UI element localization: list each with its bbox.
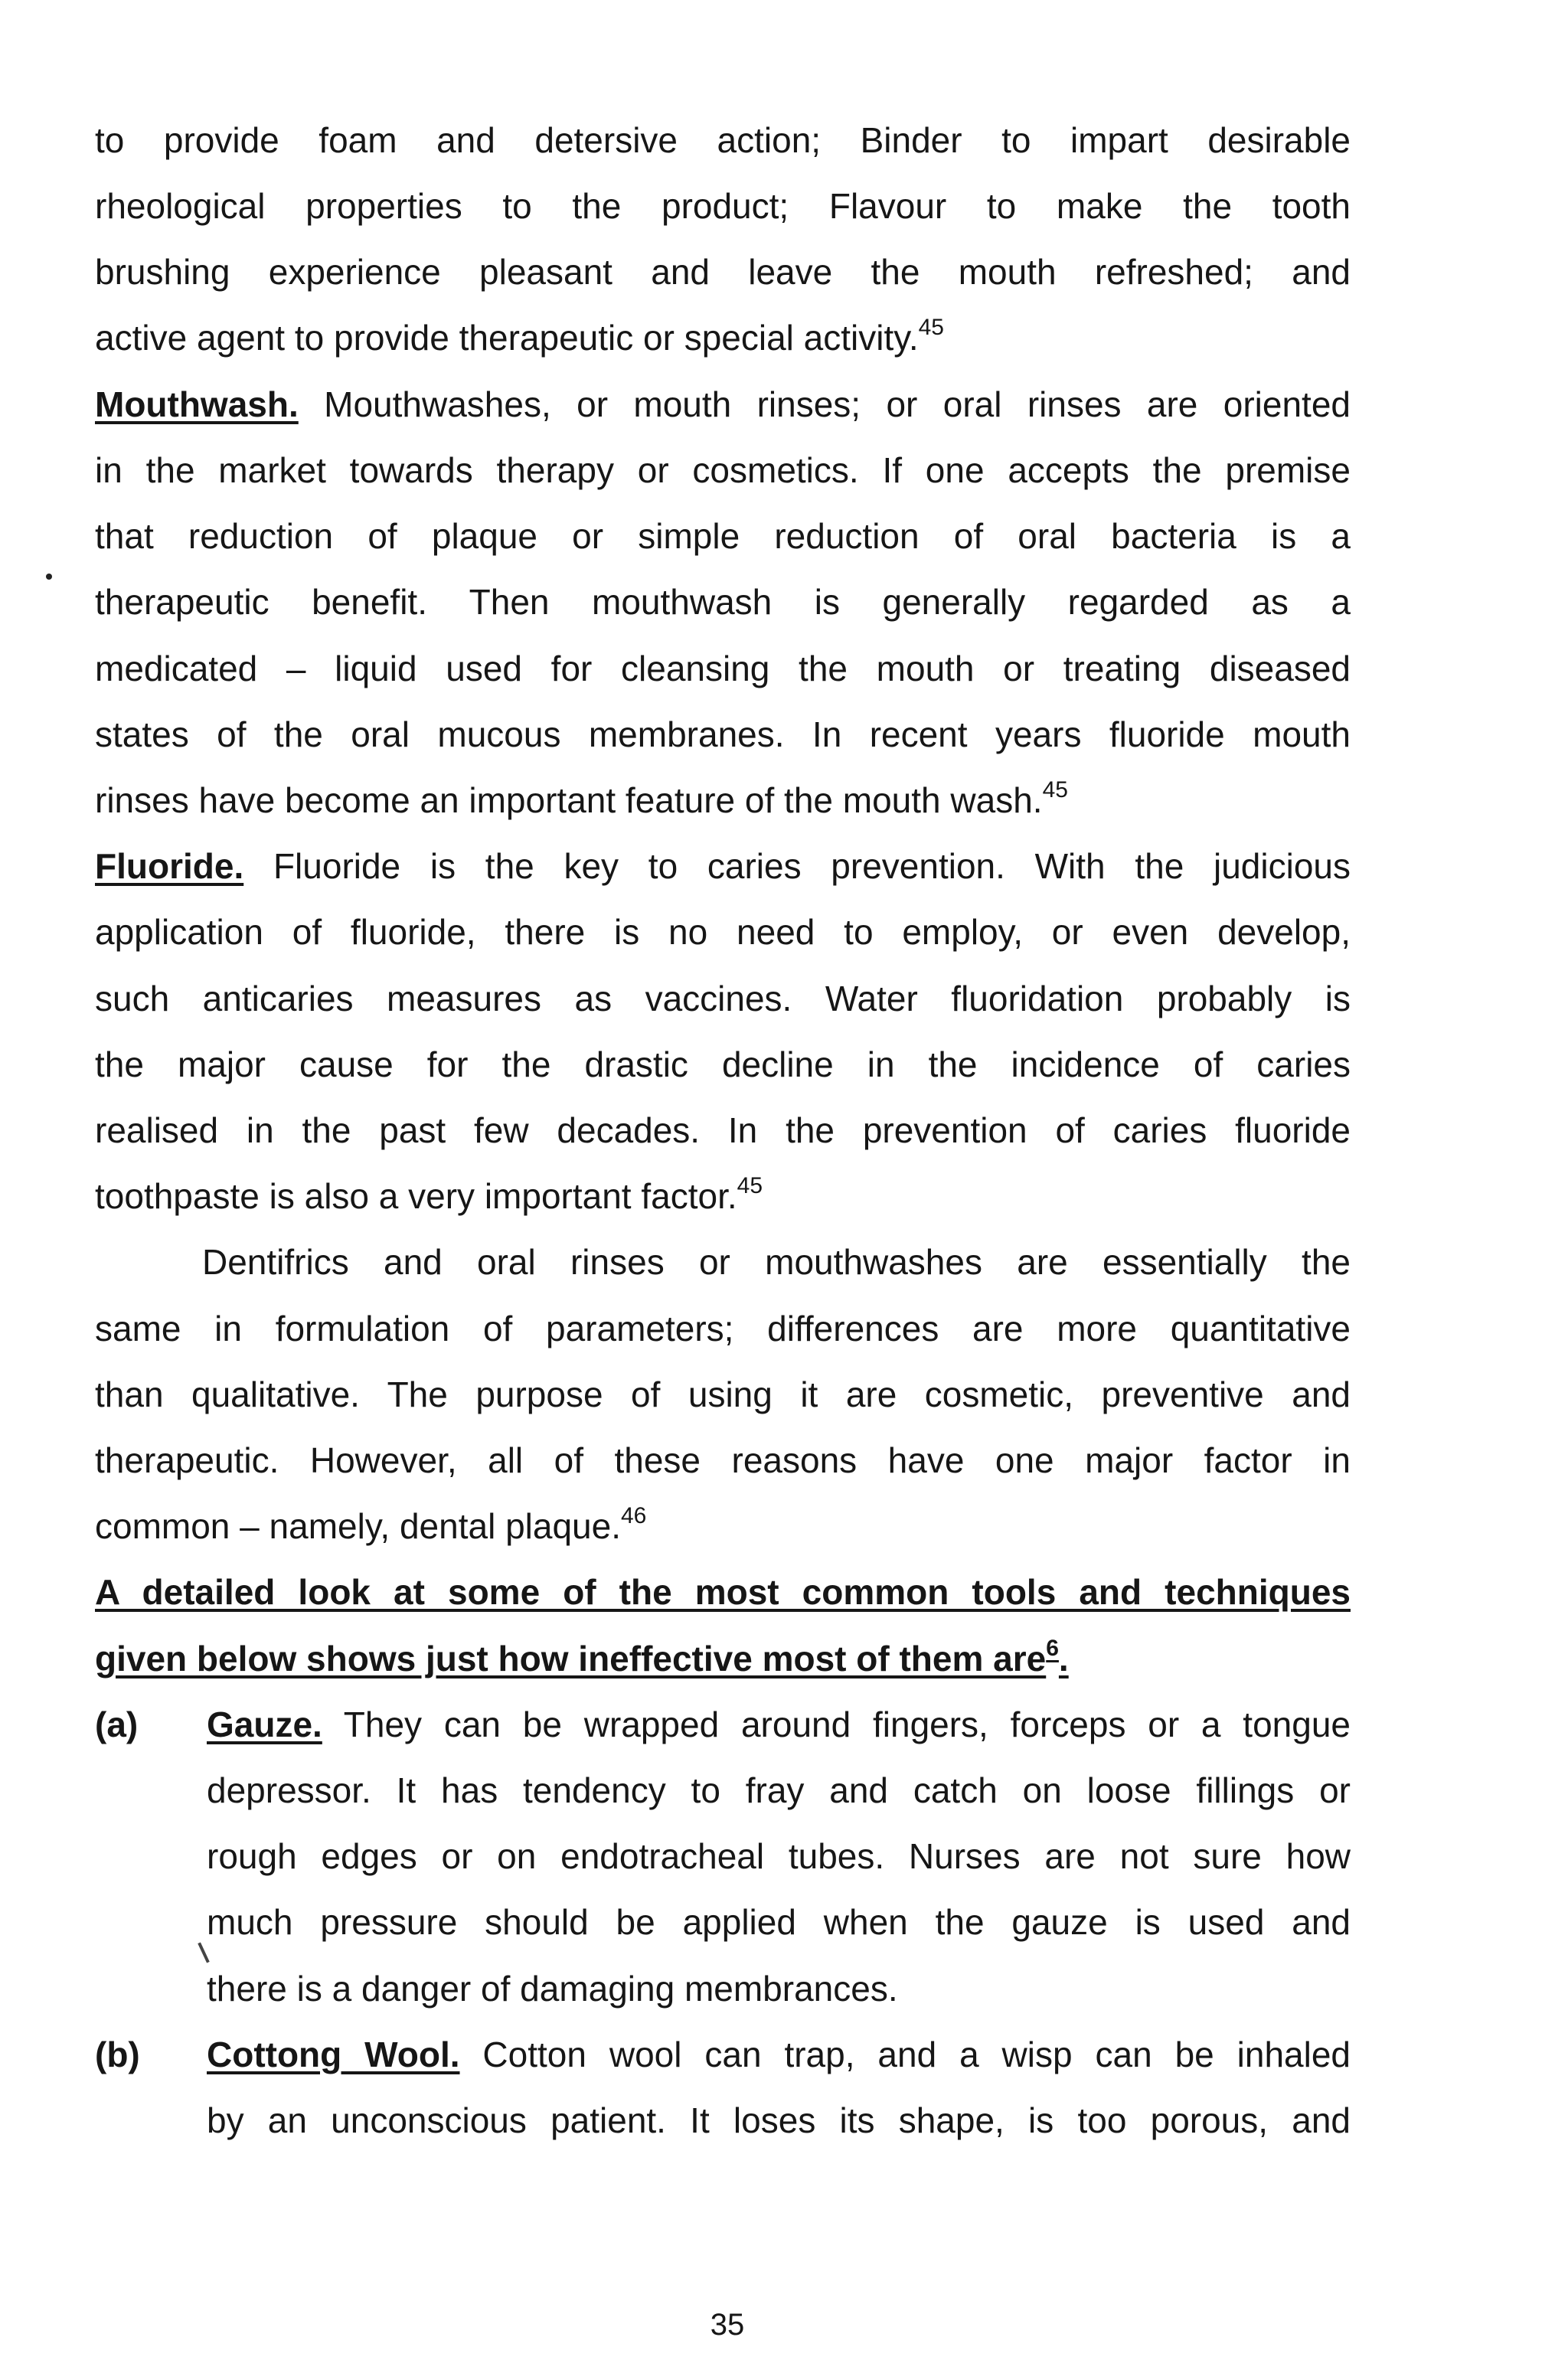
text-line [207, 1967, 1351, 2010]
text-span: Cotton wool can trap, and a wisp can be inhaled [459, 2035, 1351, 2074]
text-line [95, 1502, 1351, 1548]
text-span: Dentifrics and oral rinses or mouthwashes are essentially the [202, 1242, 1351, 1282]
text-span: there is a danger of damaging membrances. [207, 1969, 898, 2009]
text-span: the major cause for the drastic decline in the incidence of caries [95, 1044, 1351, 1084]
text-span: much pressure should be applied when the gauze is used and [207, 1902, 1351, 1942]
list-item-label: (a) [95, 1705, 139, 1744]
text-line [207, 2099, 1351, 2142]
text-line [207, 2033, 1351, 2076]
section-heading: given below shows just how ineffective most of them are [95, 1639, 1047, 1678]
text-span: such anticaries measures as vaccines. Water fluoridation probably is [95, 979, 1351, 1018]
text-span: They can be wrapped around fingers, forceps or a tongue [322, 1705, 1351, 1744]
text-span: depressor. It has tendency to fray and catch on loose fillings or [207, 1770, 1351, 1810]
text-span: rheological properties to the product; Flavour to make the tooth [95, 186, 1351, 226]
section-heading: Cottong Wool. [207, 2035, 460, 2074]
text-span: therapeutic. However, all of these reasons have one major factor in [95, 1440, 1351, 1480]
citation-superscript: 45 [737, 1172, 763, 1198]
text-span: medicated – liquid used for cleansing the mouth or treating diseased [95, 649, 1351, 688]
text-span: rinses have become an important feature of the mouth wash. [95, 780, 1043, 820]
text-span: application of fluoride, there is no need to employ, or even develop, [95, 912, 1351, 952]
text-line [95, 647, 1351, 690]
text-line [207, 1835, 1351, 1878]
text-line [95, 580, 1351, 623]
text-span: toothpaste is also a very important factor. [95, 1176, 737, 1216]
text-span: therapeutic benefit. Then mouthwash is generally regarded as a [95, 582, 1351, 622]
citation-superscript: 45 [918, 314, 944, 340]
citation-superscript: 6 [1046, 1635, 1059, 1661]
text-line [95, 1172, 1351, 1218]
text-line [95, 776, 1351, 822]
text-span: common – namely, dental plaque. [95, 1506, 621, 1546]
citation-superscript: 46 [621, 1502, 647, 1528]
text-span: realised in the past few decades. In the prevention of caries fluoride [95, 1110, 1351, 1150]
text-line [95, 977, 1351, 1020]
section-heading: Mouthwash. [95, 384, 299, 424]
text-line [95, 845, 1351, 887]
text-line [207, 1769, 1351, 1812]
text-line [95, 316, 1351, 359]
section-heading: . [1058, 1639, 1069, 1678]
text-line [95, 910, 1351, 953]
text-span: brushing experience pleasant and leave the mouth refreshed; and [95, 252, 1351, 292]
text-line [95, 383, 1351, 426]
text-line [207, 1901, 1351, 1943]
text-span: same in formulation of parameters; differences are more quantitative [95, 1309, 1351, 1348]
text-line [95, 449, 1351, 492]
text-line [95, 1307, 1351, 1350]
text-span: states of the oral mucous membranes. In recent years fluoride mouth [95, 714, 1351, 754]
text-line [95, 119, 1351, 162]
text-span: Fluoride is the key to caries prevention. With the judicious [243, 846, 1351, 886]
text-span: rough edges or on endotracheal tubes. Nurses are not sure how [207, 1836, 1351, 1876]
text-span: by an unconscious patient. It loses its shape, is too porous, and [207, 2100, 1351, 2140]
margin-tick-mark [198, 1942, 209, 1963]
text-span: that reduction of plaque or simple reduction of oral bacteria is a [95, 516, 1351, 556]
list-item-label: (b) [95, 2035, 140, 2074]
text-line [95, 1571, 1351, 1613]
text-line [95, 1373, 1351, 1416]
section-heading: Gauze. [207, 1705, 322, 1744]
text-line [95, 185, 1351, 227]
text-line [95, 1637, 1351, 1680]
section-heading: Fluoride. [95, 846, 244, 886]
text-span: to provide foam and detersive action; Binder to impart desirable [95, 120, 1351, 160]
text-span: active agent to provide therapeutic or special activity. [95, 318, 919, 358]
page-number: 35 [710, 2308, 745, 2342]
text-line [95, 1439, 1351, 1482]
text-span: than qualitative. The purpose of using it are cosmetic, preventive and [95, 1374, 1351, 1414]
text-line [202, 1240, 1351, 1283]
text-span: in the market towards therapy or cosmetics. If one accepts the premise [95, 450, 1351, 490]
text-line [95, 250, 1351, 293]
text-line [95, 1043, 1351, 1086]
text-line [95, 1109, 1351, 1152]
citation-superscript: 45 [1042, 776, 1068, 802]
text-line [207, 1703, 1351, 1746]
text-line [95, 515, 1351, 557]
section-heading: A detailed look at some of the most common tools and techniques [95, 1572, 1351, 1612]
text-span: Mouthwashes, or mouth rinses; or oral rinses are oriented [298, 384, 1351, 424]
text-line [95, 713, 1351, 756]
stray-mark [46, 574, 52, 580]
